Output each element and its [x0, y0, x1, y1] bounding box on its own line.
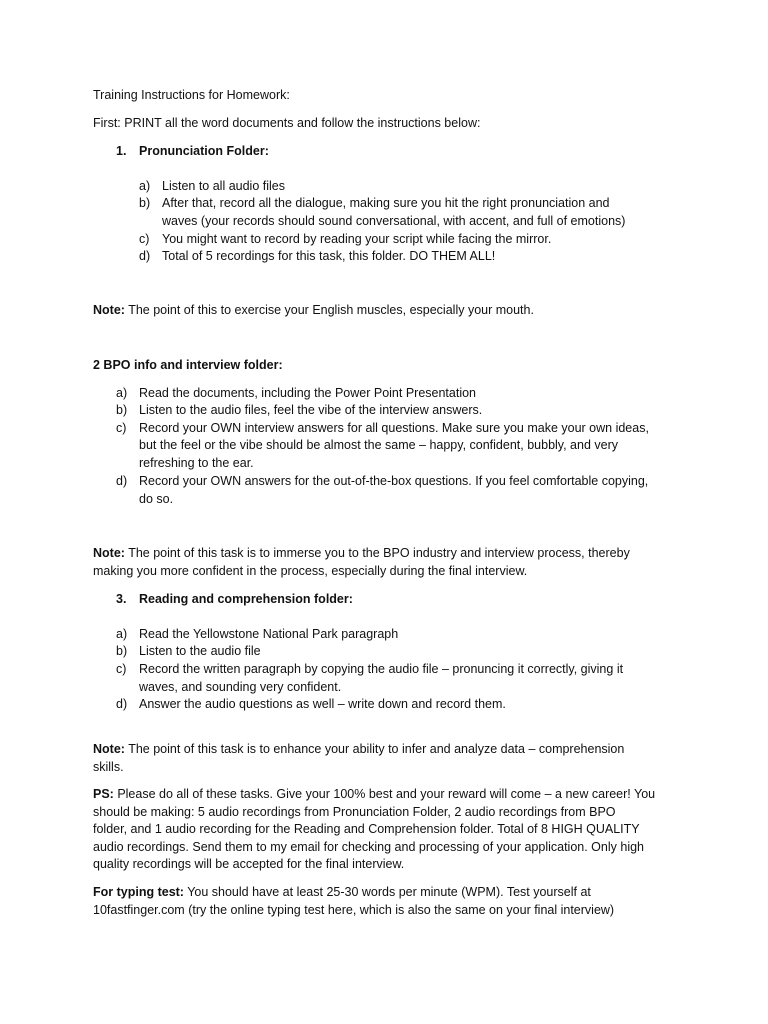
note-text: skills.	[93, 760, 124, 774]
note-paragraph	[93, 302, 534, 319]
list-item-text: Record your OWN interview answers for all questions. Make sure you make your own ideas,	[139, 421, 649, 435]
list-item-label: a)	[116, 627, 128, 641]
list-item-label: b)	[139, 196, 151, 210]
note-label: Note:	[93, 742, 125, 756]
note-text: making you more confident in the process, especially during the final interview.	[93, 564, 528, 578]
ps-line	[93, 786, 655, 803]
list-item-text: Listen to the audio file	[139, 644, 261, 658]
list-item-text: waves (your records should sound conversational, with accent, and full of emotions)	[162, 214, 626, 228]
ps-text: quality recordings will be accepted for the final interview.	[93, 857, 405, 871]
list-item-text: Record the written paragraph by copying the audio file – pronuncing it correctly, giving it	[139, 662, 624, 676]
list-item-label: d)	[116, 474, 128, 488]
list-item-text: Listen to all audio files	[162, 179, 285, 193]
list-item-label: d)	[116, 697, 128, 711]
list-item-text: Read the Yellowstone National Park paragraph	[139, 627, 399, 641]
list-item-label: d)	[139, 249, 151, 263]
typing-line	[93, 884, 591, 901]
ps-text: folder, and 1 audio recording for the Reading and Comprehension folder. Total of 8 HIGH QUALITY	[93, 822, 640, 836]
list-item-text: Total of 5 recordings for this task, this folder. DO THEM ALL!	[162, 249, 496, 263]
list-item-text: After that, record all the dialogue, making sure you hit the right pronunciation and	[162, 196, 610, 210]
note-paragraph	[93, 741, 624, 758]
list-item-label: a)	[116, 386, 128, 400]
note-text: The point of this task is to immerse you to the BPO industry and interview process, thereby	[124, 546, 630, 560]
ps-text: should be making: 5 audio recordings from Pronunciation Folder, 2 audio recordings from BPO	[93, 805, 616, 819]
section-heading: Pronunciation Folder:	[139, 144, 269, 158]
note-label: Note:	[93, 303, 125, 317]
typing-text: You should have at least 25-30 words per minute (WPM). Test yourself at	[183, 885, 591, 899]
list-item-text: but the feel or the vibe should be almost the same – happy, confident, bubbly, and very	[139, 438, 619, 452]
list-item-label: c)	[116, 421, 127, 435]
list-item-text: You might want to record by reading your script while facing the mirror.	[162, 232, 552, 246]
section-number: 1.	[116, 144, 127, 158]
note-label: Note:	[93, 546, 125, 560]
intro-text: First: PRINT all the word documents and follow the instructions below:	[93, 116, 481, 130]
ps-label: PS:	[93, 787, 114, 801]
list-item-label: c)	[116, 662, 127, 676]
section-heading: Reading and comprehension folder:	[139, 592, 353, 606]
list-item-text: Record your OWN answers for the out-of-the-box questions. If you feel comfortable copying,	[139, 474, 649, 488]
typing-label: For typing test:	[93, 885, 184, 899]
ps-text: audio recordings. Send them to my email for checking and processing of your application. Only high	[93, 840, 644, 854]
section-heading: 2 BPO info and interview folder:	[93, 358, 283, 372]
note-text: The point of this task is to enhance your ability to infer and analyze data – comprehension	[124, 742, 625, 756]
list-item-text: Answer the audio questions as well – write down and record them.	[139, 697, 506, 711]
list-item-label: b)	[116, 644, 128, 658]
note-text: The point of this to exercise your English muscles, especially your mouth.	[124, 303, 534, 317]
list-item-label: a)	[139, 179, 151, 193]
list-item-label: b)	[116, 403, 128, 417]
list-item-text: do so.	[139, 492, 174, 506]
list-item-text: refreshing to the ear.	[139, 456, 254, 470]
list-item-text: waves, and sounding very confident.	[139, 680, 342, 694]
typing-text: 10fastfinger.com (try the online typing test here, which is also the same on your final interview)	[93, 903, 615, 917]
list-item-text: Listen to the audio files, feel the vibe of the interview answers.	[139, 403, 483, 417]
section-number: 3.	[116, 592, 127, 606]
document-title: Training Instructions for Homework:	[93, 88, 290, 102]
list-item-text: Read the documents, including the Power Point Presentation	[139, 386, 477, 400]
list-item-label: c)	[139, 232, 150, 246]
note-paragraph	[93, 545, 630, 562]
ps-text: Please do all of these tasks. Give your 100% best and your reward will come – a new career! You	[113, 787, 656, 801]
